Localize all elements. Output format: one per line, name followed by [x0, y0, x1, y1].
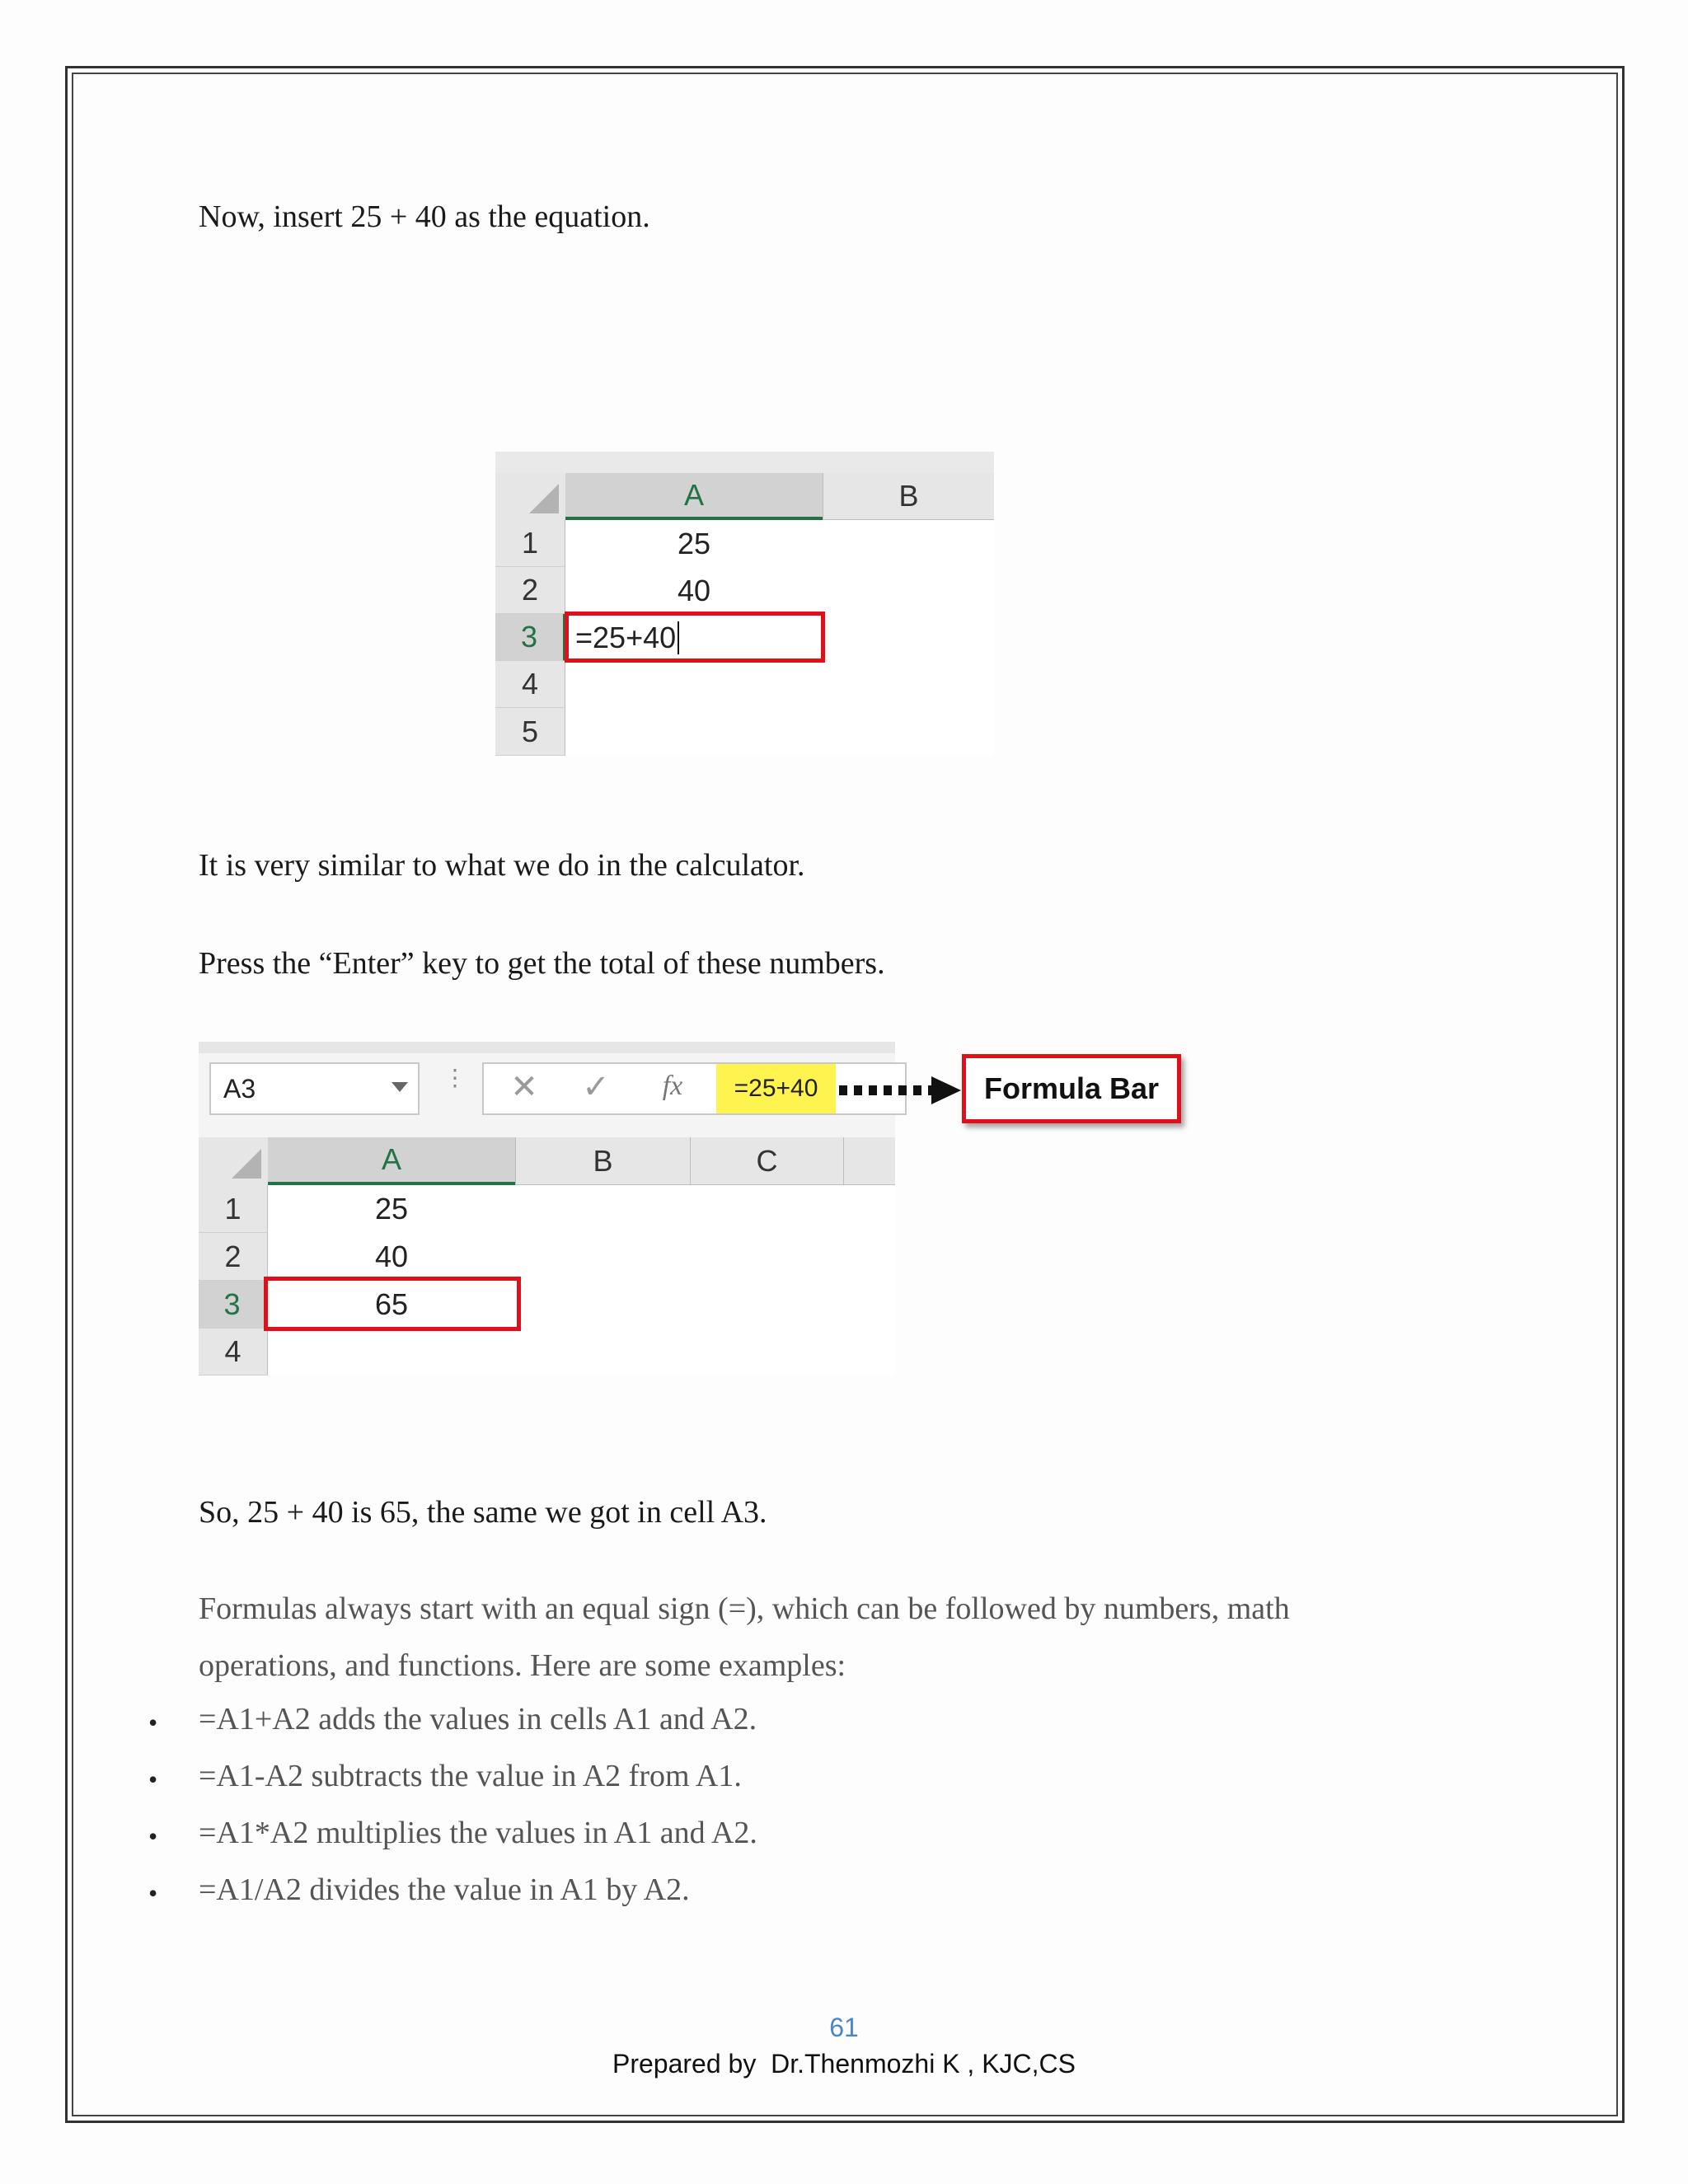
paragraph-formulas: Formulas always start with an equal sign (=), which can be followed by numbers, math operations, and functions. Here are some examples:: [199, 1591, 1290, 1683]
highlight-box-a3: [565, 612, 825, 663]
list-item: • =A1*A2 multiplies the values in A1 and A2.: [148, 1816, 757, 1851]
footer-prepared-by: Prepared by Dr.Thenmozhi K , KJC,CS: [612, 2049, 1076, 2079]
column-header-a[interactable]: A: [565, 473, 823, 520]
examples-list: [148, 1701, 757, 1929]
dropdown-arrow-icon[interactable]: [392, 1082, 408, 1092]
spreadsheet-2: [199, 1042, 895, 1376]
list-item: • =A1/A2 divides the value in A1 by A2.: [148, 1872, 690, 1908]
cell-a1[interactable]: 25: [677, 526, 711, 560]
row-header-3[interactable]: 3: [199, 1281, 268, 1329]
ribbon-strip: [495, 452, 994, 473]
ribbon-strip: [199, 1042, 895, 1053]
formula-bar-callout: [962, 1054, 1181, 1123]
cell-a1[interactable]: 25: [374, 1192, 409, 1226]
cell-a4[interactable]: [268, 1329, 515, 1376]
list-item: • =A1-A2 subtracts the value in A2 from A1.: [148, 1759, 742, 1794]
callout-label: Formula Bar: [983, 1071, 1160, 1105]
cell-a2[interactable]: 40: [677, 573, 711, 607]
list-item: • =A1+A2 adds the values in cells A1 and A2.: [148, 1702, 757, 1737]
column-header-b[interactable]: B: [515, 1137, 690, 1185]
select-all-corner[interactable]: [199, 1137, 268, 1185]
bullet-icon: •: [148, 1878, 158, 1908]
formula-bar-input[interactable]: [716, 1064, 836, 1113]
cancel-icon[interactable]: ✕: [510, 1069, 538, 1105]
select-all-triangle-icon: [232, 1149, 261, 1179]
arrow-icon: [836, 1070, 968, 1111]
cell-a5[interactable]: [565, 708, 823, 756]
row-header-5[interactable]: 5: [495, 708, 565, 756]
more-icon[interactable]: ⋮: [443, 1065, 467, 1090]
column-header-a[interactable]: A: [268, 1137, 515, 1185]
name-box[interactable]: [209, 1062, 420, 1115]
column-header-b[interactable]: B: [823, 473, 994, 520]
paragraph-calculator: It is very similar to what we do in the calculator.: [199, 848, 805, 883]
page-number: 61: [829, 2013, 859, 2042]
paragraph-result: So, 25 + 40 is 65, the same we got in cell A3.: [199, 1495, 767, 1530]
cell-a2[interactable]: 40: [374, 1240, 409, 1273]
column-header-partial: [843, 1137, 895, 1185]
enter-check-icon[interactable]: ✓: [582, 1069, 610, 1105]
column-header-c[interactable]: C: [690, 1137, 843, 1185]
row-header-4[interactable]: 4: [199, 1329, 268, 1376]
row-header-1[interactable]: 1: [199, 1185, 268, 1233]
name-box-value: A3: [223, 1073, 256, 1104]
paragraph-intro: Now, insert 25 + 40 as the equation.: [199, 199, 650, 234]
row-header-3[interactable]: 3: [495, 614, 565, 661]
select-all-corner[interactable]: [495, 473, 565, 520]
row-header-1[interactable]: 1: [495, 520, 565, 567]
cell-a3-result[interactable]: 65: [374, 1287, 409, 1321]
bullet-icon: •: [148, 1765, 158, 1794]
highlight-box-a3: [264, 1277, 521, 1331]
row-header-2[interactable]: 2: [495, 567, 565, 614]
function-fx-icon[interactable]: fx: [662, 1071, 683, 1101]
spreadsheet-1: [495, 452, 994, 756]
cell-a4[interactable]: [565, 661, 823, 708]
cell-a3-formula: =25+40: [575, 620, 677, 654]
formula-bar-value: =25+40: [734, 1075, 818, 1102]
select-all-triangle-icon: [529, 484, 559, 513]
bullet-icon: •: [148, 1821, 158, 1851]
paragraph-press-enter: Press the “Enter” key to get the total of these numbers.: [199, 946, 885, 981]
row-header-2[interactable]: 2: [199, 1233, 268, 1281]
row-header-4[interactable]: 4: [495, 661, 565, 708]
bullet-icon: •: [148, 1708, 158, 1737]
